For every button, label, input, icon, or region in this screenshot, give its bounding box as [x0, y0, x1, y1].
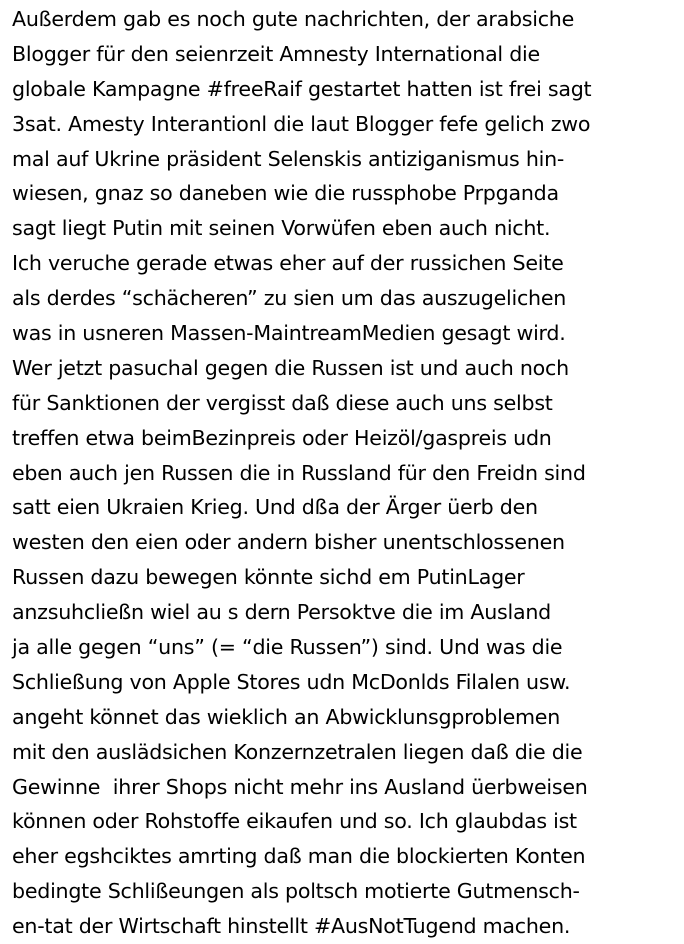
text-line: satt eien Ukraien Krieg. Und dßa der Ärger üerb den — [12, 495, 538, 520]
text-line: Außerdem gab es noch gute nachrichten, der arabsiche — [12, 7, 575, 31]
text-line: en-tat der Wirtschaft hinstellt #AusNotTugend machen. — [12, 914, 571, 939]
text-line: können oder Rohstoffe eikaufen und so. Ich glaubdas ist — [12, 809, 577, 834]
text-line: treffen etwa beimBezinpreis oder Heizöl/gaspreis udn — [12, 425, 552, 450]
text-line: Russen dazu bewegen könnte sichd em PutinLager — [12, 565, 525, 590]
text-line: westen den eien oder andern bisher unentschlossenen — [12, 530, 565, 555]
text-line: mit den auslädsichen Konzernzetralen liegen daß die die — [12, 739, 583, 764]
text-line: mal auf Ukrine präsident Selenskis antiziganismus hin- — [12, 146, 565, 171]
text-line: Schließung von Apple Stores udn McDonlds Filalen usw. — [12, 669, 571, 694]
text-line: was in usneren Massen-MaintreamMedien gesagt wird. — [12, 321, 566, 346]
body-text — [12, 2, 682, 944]
text-line: angeht könnet das wieklich an Abwicklunsgproblemen — [12, 704, 561, 729]
text-line: als derdes “schächeren” zu sien um das auszugelichen — [12, 286, 567, 311]
text-line: bedingte Schlißeungen als poltsch motierte Gutmensch- — [12, 879, 580, 904]
text-line: 3sat. Amesty Interantionl die laut Blogger fefe gelich zwo — [12, 111, 591, 136]
text-line: Blogger für den seienrzeit Amnesty International die — [12, 41, 540, 66]
text-line: Wer jetzt pasuchal gegen die Russen ist und auch noch — [12, 355, 569, 380]
text-line: eben auch jen Russen die in Russland für den Freidn sind — [12, 460, 586, 485]
text-line: für Sanktionen der vergisst daß diese auch uns selbst — [12, 390, 553, 415]
text-line: Ich veruche gerade etwas eher auf der russichen Seite — [12, 251, 564, 276]
text-line: ja alle gegen “uns” (= “die Russen”) sind. Und was die — [12, 635, 563, 660]
text-line: eher egshciktes amrting daß man die blockierten Konten — [12, 844, 586, 869]
text-line: sagt liegt Putin mit seinen Vorwüfen eben auch nicht. — [12, 216, 551, 241]
text-line: anzsuhcließn wiel au s dern Persoktve die im Ausland — [12, 600, 551, 625]
text-line: wiesen, gnaz so daneben wie die russphobe Prpganda — [12, 181, 559, 206]
text-line: Gewinne ihrer Shops nicht mehr ins Ausland üerbweisen — [12, 774, 588, 799]
text-line: globale Kampagne #freeRaif gestartet hatten ist frei sagt — [12, 76, 592, 101]
